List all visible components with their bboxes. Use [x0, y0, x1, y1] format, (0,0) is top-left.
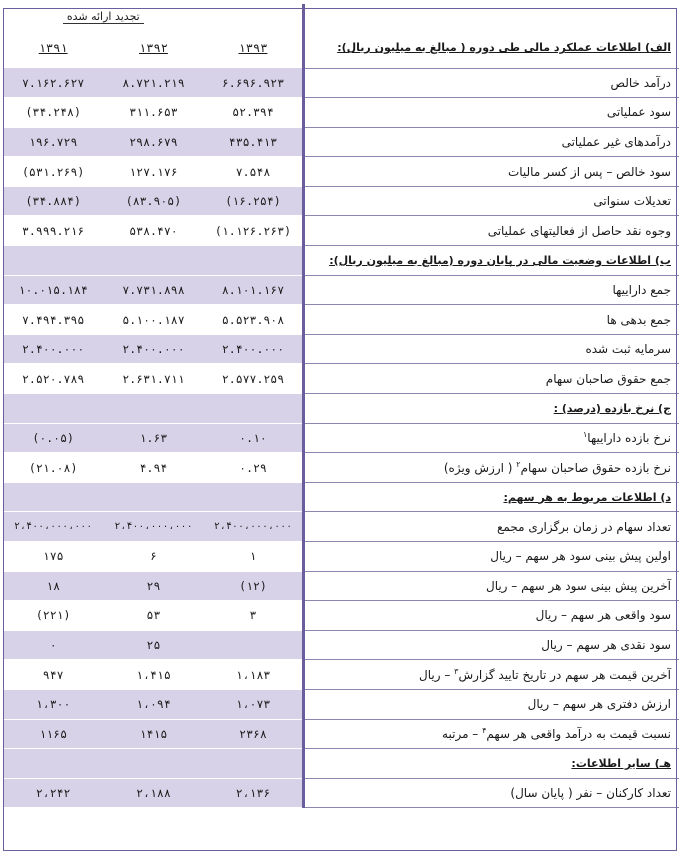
- section-header-row: [3, 749, 679, 779]
- value-cell: ۵.۱۰۰.۱۸۷: [103, 305, 203, 335]
- value-cell: ۲،۱۳۶: [204, 778, 304, 808]
- row-label-text: سود واقعی هر سهم – ریال: [535, 608, 671, 623]
- section-header-row: [3, 246, 679, 276]
- value-cell: (۲۱.۰۸): [3, 453, 103, 483]
- row-label-text: نرخ بازده حقوق صاحبان سهام: [520, 461, 671, 476]
- header-blank: [304, 4, 679, 28]
- year-1393: ۱۳۹۳: [204, 28, 304, 68]
- value-cell: ۲.۵۲۰.۷۸۹: [3, 364, 103, 394]
- value-cell: (۲۲۱): [3, 601, 103, 631]
- table-row: [3, 98, 679, 128]
- row-label: [304, 453, 679, 483]
- row-label-suffix: ( ارزش ویژه): [443, 461, 517, 476]
- table-row: [3, 601, 679, 631]
- value-cell: ۷.۷۳۱.۸۹۸: [103, 275, 203, 305]
- value-cell: ۱۲۷.۱۷۶: [103, 157, 203, 187]
- value-cell: ۴.۹۴: [103, 453, 203, 483]
- value-cell: ۰.۲۹: [204, 453, 304, 483]
- row-label: [304, 512, 679, 542]
- row-label-suffix: – ریال: [419, 668, 455, 683]
- table-row: [3, 660, 679, 690]
- row-label: [304, 334, 679, 364]
- table-row: [3, 423, 679, 453]
- row-label-text: ارزش دفتری هر سهم – ریال: [527, 697, 671, 712]
- row-label: [304, 186, 679, 216]
- row-label: [304, 542, 679, 572]
- row-label-text: نسبت قیمت به درآمد واقعی هر سهم: [486, 727, 671, 742]
- value-cell: (۳۴.۲۴۸): [3, 98, 103, 128]
- value-cell: ۲.۶۳۱.۷۱۱: [103, 364, 203, 394]
- value-cell: [3, 394, 103, 424]
- footnote-marker: ۴: [482, 726, 487, 736]
- section-header-row: [3, 482, 679, 512]
- row-label: [304, 127, 679, 157]
- value-cell: ۱،۰۷۳: [204, 689, 304, 719]
- value-cell: ۱۰.۰۱۵.۱۸۴: [3, 275, 103, 305]
- table-row: [3, 157, 679, 187]
- table-row: [3, 364, 679, 394]
- value-cell: ۲۹۸.۶۷۹: [103, 127, 203, 157]
- value-cell: [103, 394, 203, 424]
- year-1391: ۱۳۹۱: [3, 28, 103, 68]
- restated-header: تجدید ارائه شده: [3, 4, 204, 28]
- year-1392: ۱۳۹۲: [103, 28, 203, 68]
- value-cell: ۱،۴۱۵: [103, 660, 203, 690]
- row-label-text: سود خالص – پس از کسر مالیات: [507, 164, 671, 179]
- value-cell: ۲۹: [103, 571, 203, 601]
- value-cell: ۰: [3, 630, 103, 660]
- value-cell: ۱۱۶۵: [3, 719, 103, 749]
- table-row: [3, 334, 679, 364]
- table-row: [3, 630, 679, 660]
- row-label-text: تعدیلات سنواتی: [593, 194, 671, 209]
- value-cell: ۵۲.۳۹۴: [204, 98, 304, 128]
- value-cell: ۵۳۸.۴۷۰: [103, 216, 203, 246]
- row-label: [304, 571, 679, 601]
- row-label-text: جمع داراییها: [612, 282, 671, 297]
- row-label-text: سرمایه ثبت شده: [585, 342, 671, 357]
- value-cell: (۰.۰۵): [3, 423, 103, 453]
- row-label-text: نرخ بازده داراییها: [587, 431, 671, 446]
- value-cell: ۲،۲۴۲: [3, 778, 103, 808]
- value-cell: ۸.۷۲۱.۲۱۹: [103, 68, 203, 98]
- value-cell: [3, 246, 103, 276]
- footnote-marker: ۱: [582, 430, 588, 440]
- value-cell: ۲۳۶۸: [204, 719, 304, 749]
- value-cell: ۱۷۵: [3, 542, 103, 572]
- table-row: [3, 571, 679, 601]
- value-cell: ۱۴۱۵: [103, 719, 203, 749]
- table-row: [3, 127, 679, 157]
- row-label: [304, 364, 679, 394]
- row-label: [304, 601, 679, 631]
- value-cell: ۳.۹۹۹.۲۱۶: [3, 216, 103, 246]
- table-row: [3, 453, 679, 483]
- row-label-text: سود عملیاتی: [606, 105, 671, 120]
- value-cell: ۵۳: [103, 601, 203, 631]
- value-cell: (۸۳.۹۰۵): [103, 186, 203, 216]
- table-row: [3, 719, 679, 749]
- value-cell: ۷.۱۶۲.۶۲۷: [3, 68, 103, 98]
- value-cell: ۲،۱۸۸: [103, 778, 203, 808]
- table-row: [3, 542, 679, 572]
- value-cell: ۶.۶۹۶.۹۲۳: [204, 68, 304, 98]
- value-cell: ۲،۴۰۰،۰۰۰،۰۰۰: [3, 512, 103, 542]
- value-cell: ۱،۳۰۰: [3, 689, 103, 719]
- table-row: [3, 68, 679, 98]
- section-title: ج) نرخ بازده (درصد) :: [304, 394, 679, 424]
- value-cell: ۱: [204, 542, 304, 572]
- section-title: هـ) سایر اطلاعات:: [304, 749, 679, 779]
- value-cell: ۲۵: [103, 630, 203, 660]
- row-label: [304, 216, 679, 246]
- value-cell: [3, 749, 103, 779]
- value-cell: ۲.۴۰۰.۰۰۰: [204, 334, 304, 364]
- value-cell: ۱۹۶.۷۲۹: [3, 127, 103, 157]
- value-cell: [3, 482, 103, 512]
- table-row: [3, 512, 679, 542]
- row-label-text: جمع بدهی ها: [606, 312, 671, 327]
- row-label-text: جمع حقوق صاحبان سهام: [545, 371, 671, 386]
- row-label-text: تعداد سهام در زمان برگزاری مجمع: [497, 519, 671, 534]
- value-cell: ۱۸: [3, 571, 103, 601]
- section-header-row: [3, 394, 679, 424]
- table-row: [3, 305, 679, 335]
- value-cell: ۲،۴۰۰،۰۰۰،۰۰۰: [204, 512, 304, 542]
- value-cell: ۲.۴۰۰.۰۰۰: [103, 334, 203, 364]
- value-cell: ۴۳۵.۴۱۳: [204, 127, 304, 157]
- value-cell: ۳۱۱.۶۵۳: [103, 98, 203, 128]
- row-label-suffix: – مرتبه: [442, 727, 483, 742]
- value-cell: ۳: [204, 601, 304, 631]
- row-label: [304, 778, 679, 808]
- value-cell: [103, 246, 203, 276]
- row-label-text: تعداد کارکنان – نفر ( پایان سال): [510, 786, 671, 801]
- row-label-text: سود نقدی هر سهم – ریال: [541, 638, 671, 653]
- value-cell: ۱.۶۳: [103, 423, 203, 453]
- value-cell: [204, 749, 304, 779]
- value-cell: ۲.۵۷۷.۲۵۹: [204, 364, 304, 394]
- value-cell: [103, 749, 203, 779]
- row-label-text: آخرین پیش بینی سود هر سهم – ریال: [485, 578, 671, 593]
- section-a-title: الف) اطلاعات عملکرد مالی طی دوره ( مبالغ به میلیون ریال):: [304, 28, 679, 68]
- row-label: [304, 719, 679, 749]
- value-cell: [204, 630, 304, 660]
- value-cell: ۲،۴۰۰،۰۰۰،۰۰۰: [103, 512, 203, 542]
- value-cell: [204, 246, 304, 276]
- value-cell: ۵.۵۲۳.۹۰۸: [204, 305, 304, 335]
- row-label: [304, 68, 679, 98]
- row-label: [304, 98, 679, 128]
- value-cell: (۵۳۱.۲۶۹): [3, 157, 103, 187]
- value-cell: ۲.۴۰۰.۰۰۰: [3, 334, 103, 364]
- section-title: ب) اطلاعات وضعیت مالی در پایان دوره (مبالغ به میلیون ریال):: [304, 246, 679, 276]
- footnote-marker: ۳: [454, 667, 459, 677]
- row-label-text: اولین پیش بینی سود هر سهم – ریال: [490, 549, 671, 564]
- row-label: [304, 689, 679, 719]
- value-cell: (۱۶.۲۵۴): [204, 186, 304, 216]
- row-label-text: درآمد خالص: [610, 75, 671, 90]
- value-cell: [204, 394, 304, 424]
- table-row: [3, 275, 679, 305]
- table-row: [3, 186, 679, 216]
- value-cell: ۷.۴۹۴.۳۹۵: [3, 305, 103, 335]
- section-title: د) اطلاعات مربوط به هر سهم:: [304, 482, 679, 512]
- value-cell: ۸.۱۰۱.۱۶۷: [204, 275, 304, 305]
- value-cell: ۷.۵۴۸: [204, 157, 304, 187]
- row-label: [304, 660, 679, 690]
- row-label-text: وجوه نقد حاصل از فعالیتهای عملیاتی: [487, 223, 671, 238]
- value-cell: ۶: [103, 542, 203, 572]
- value-cell: (۱۲): [204, 571, 304, 601]
- row-label: [304, 305, 679, 335]
- value-cell: ۰.۱۰: [204, 423, 304, 453]
- value-cell: ۹۴۷: [3, 660, 103, 690]
- value-cell: ۱،۱۸۳: [204, 660, 304, 690]
- row-label: [304, 275, 679, 305]
- table-row: [3, 689, 679, 719]
- row-label-text: درآمدهای غیر عملیاتی: [561, 134, 671, 149]
- footnote-marker: ۲: [516, 460, 521, 470]
- financial-table: [3, 4, 679, 808]
- table-row: [3, 216, 679, 246]
- value-cell: [204, 482, 304, 512]
- financial-summary-page: [0, 4, 682, 856]
- value-cell: ۱،۰۹۴: [103, 689, 203, 719]
- table-row: [3, 778, 679, 808]
- value-cell: [103, 482, 203, 512]
- value-cell: (۱.۱۲۶.۲۶۳): [204, 216, 304, 246]
- row-label: [304, 630, 679, 660]
- value-cell: (۳۴.۸۸۴): [3, 186, 103, 216]
- row-label: [304, 423, 679, 453]
- row-label: [304, 157, 679, 187]
- row-label-text: آخرین قیمت هر سهم در تاریخ تایید گزارش: [458, 668, 671, 683]
